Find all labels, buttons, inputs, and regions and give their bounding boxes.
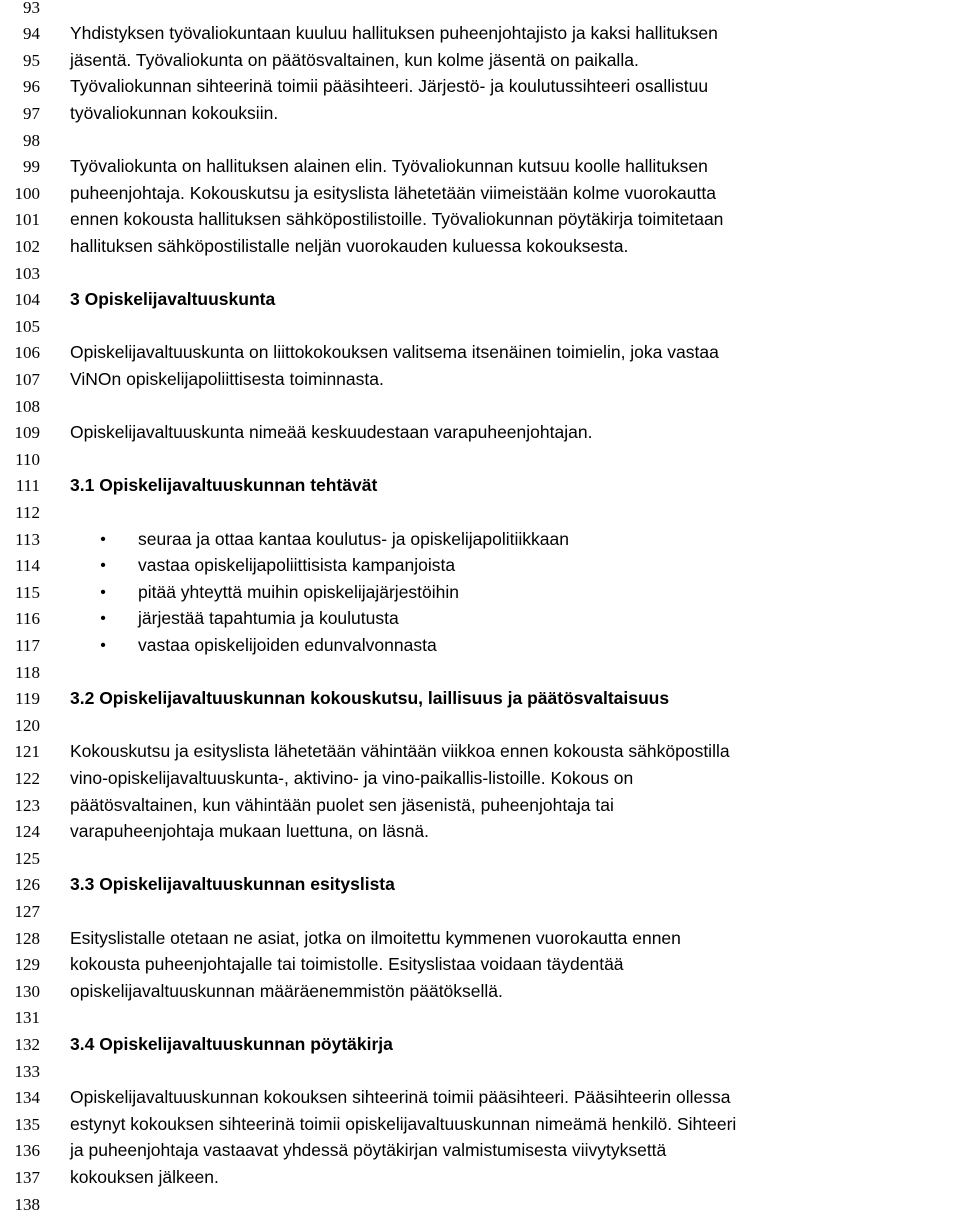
line-number: 121 [14, 742, 40, 762]
line-number: 134 [14, 1088, 40, 1108]
line-number: 114 [15, 556, 40, 576]
body-text-line: varapuheenjohtaja mukaan luettuna, on läsnä. [70, 821, 430, 842]
line-number: 111 [15, 476, 40, 496]
body-text-line: puheenjohtaja. Kokouskutsu ja esityslista lähetetään viimeistään kolme vuorokautta [70, 182, 716, 203]
line-number: 115 [15, 582, 40, 602]
line-number: 133 [14, 1061, 40, 1081]
line-number: 97 [23, 103, 40, 123]
line-number: 94 [23, 24, 40, 44]
body-text-line: Opiskelijavaltuuskunta on liittokokouksen valitsema itsenäinen toimielin, joka vastaa [70, 342, 719, 363]
line-number: 105 [14, 316, 40, 336]
bullet-item: järjestää tapahtumia ja koulutusta [138, 608, 399, 629]
body-text-line: ViNOn opiskelijapoliittisesta toiminnasta. [70, 368, 384, 389]
line-number: 106 [14, 343, 40, 363]
line-number: 119 [15, 689, 40, 709]
body-text-line: ja puheenjohtaja vastaavat yhdessä pöytäkirjan valmistumisesta viivytyksettä [70, 1140, 667, 1161]
line-number: 112 [15, 502, 40, 522]
section-heading: 3.1 Opiskelijavaltuuskunnan tehtävät [70, 475, 378, 496]
line-number: 136 [14, 1141, 40, 1161]
line-number: 113 [15, 529, 40, 549]
bullet-item: vastaa opiskelijoiden edunvalvonnasta [138, 634, 437, 655]
section-heading: 3.4 Opiskelijavaltuuskunnan pöytäkirja [70, 1033, 393, 1054]
line-number: 95 [23, 50, 40, 70]
line-number: 117 [15, 635, 40, 655]
line-number: 103 [14, 263, 40, 283]
body-text-line: päätösvaltainen, kun vähintään puolet sen jäsenistä, puheenjohtaja tai [70, 794, 614, 815]
line-number: 124 [14, 822, 40, 842]
line-number: 126 [14, 875, 40, 895]
section-heading: 3.3 Opiskelijavaltuuskunnan esityslista [70, 874, 395, 895]
line-number: 108 [14, 396, 40, 416]
body-text-line: hallituksen sähköpostilistalle neljän vuorokauden kuluessa kokouksesta. [70, 235, 629, 256]
line-number: 107 [14, 369, 40, 389]
body-text-line: Kokouskutsu ja esityslista lähetetään vähintään viikkoa ennen kokousta sähköpostilla [70, 741, 730, 762]
body-text-line: kokouksen jälkeen. [70, 1166, 219, 1187]
line-number: 128 [14, 928, 40, 948]
line-number: 138 [14, 1194, 40, 1214]
body-text-line: Opiskelijavaltuuskunnan kokouksen sihteerinä toimii pääsihteeri. Pääsihteerin ollessa [70, 1087, 731, 1108]
line-number: 130 [14, 981, 40, 1001]
line-number: 118 [15, 662, 40, 682]
bullet-icon: • [100, 636, 106, 654]
line-number: 109 [14, 423, 40, 443]
bullet-icon: • [100, 557, 106, 575]
line-number: 131 [14, 1008, 40, 1028]
line-number: 100 [14, 183, 40, 203]
line-number: 110 [15, 449, 40, 469]
line-number: 120 [14, 715, 40, 735]
section-heading: 3 Opiskelijavaltuuskunta [70, 289, 276, 310]
bullet-item: pitää yhteyttä muihin opiskelijajärjestöihin [138, 581, 460, 602]
line-number: 123 [14, 795, 40, 815]
line-number: 99 [23, 157, 40, 177]
bullet-icon: • [100, 583, 106, 601]
body-text-line: Työvaliokunta on hallituksen alainen elin. Työvaliokunnan kutsuu koolle hallituksen [70, 156, 708, 177]
body-text-line: vino-opiskelijavaltuuskunta-, aktivino- ja vino-paikallis-listoille. Kokous on [70, 767, 634, 788]
line-number: 102 [14, 236, 40, 256]
line-number: 129 [14, 955, 40, 975]
body-text-line: kokousta puheenjohtajalle tai toimistolle. Esityslistaa voidaan täydentää [70, 954, 624, 975]
body-text-line: ennen kokousta hallituksen sähköpostilistoille. Työvaliokunnan pöytäkirja toimitetaan [70, 209, 724, 230]
body-text-line: opiskelijavaltuuskunnan määräenemmistön päätöksellä. [70, 980, 503, 1001]
body-text-line: työvaliokunnan kokouksiin. [70, 102, 279, 123]
bullet-item: seuraa ja ottaa kantaa koulutus- ja opiskelijapolitiikkaan [138, 528, 569, 549]
bullet-item: vastaa opiskelijapoliittisista kampanjoista [138, 555, 456, 576]
body-text-line: Opiskelijavaltuuskunta nimeää keskuudestaan varapuheenjohtajan. [70, 422, 593, 443]
body-text-line: Työvaliokunnan sihteerinä toimii pääsihteeri. Järjestö- ja koulutussihteeri osallistuu [70, 76, 709, 97]
body-text-line: Yhdistyksen työvaliokuntaan kuuluu hallituksen puheenjohtajisto ja kaksi hallituksen [70, 23, 718, 44]
line-number: 135 [14, 1114, 40, 1134]
line-number: 101 [14, 210, 40, 230]
line-number: 137 [14, 1167, 40, 1187]
bullet-icon: • [100, 530, 106, 548]
line-number: 93 [23, 0, 40, 17]
line-number: 132 [14, 1034, 40, 1054]
line-number: 122 [14, 768, 40, 788]
body-text-line: estynyt kokouksen sihteerinä toimii opiskelijavaltuuskunnan nimeämä henkilö. Sihteeri [70, 1113, 737, 1134]
line-number: 127 [14, 901, 40, 921]
line-number: 125 [14, 848, 40, 868]
bullet-icon: • [100, 610, 106, 628]
body-text-line: Esityslistalle otetaan ne asiat, jotka on ilmoitettu kymmenen vuorokautta ennen [70, 927, 681, 948]
section-heading: 3.2 Opiskelijavaltuuskunnan kokouskutsu, laillisuus ja päätösvaltaisuus [70, 688, 670, 709]
line-number: 116 [15, 609, 40, 629]
line-number: 96 [23, 77, 40, 97]
body-text-line: jäsentä. Työvaliokunta on päätösvaltainen, kun kolme jäsentä on paikalla. [70, 49, 639, 70]
line-number: 104 [14, 290, 40, 310]
line-number: 98 [23, 130, 40, 150]
